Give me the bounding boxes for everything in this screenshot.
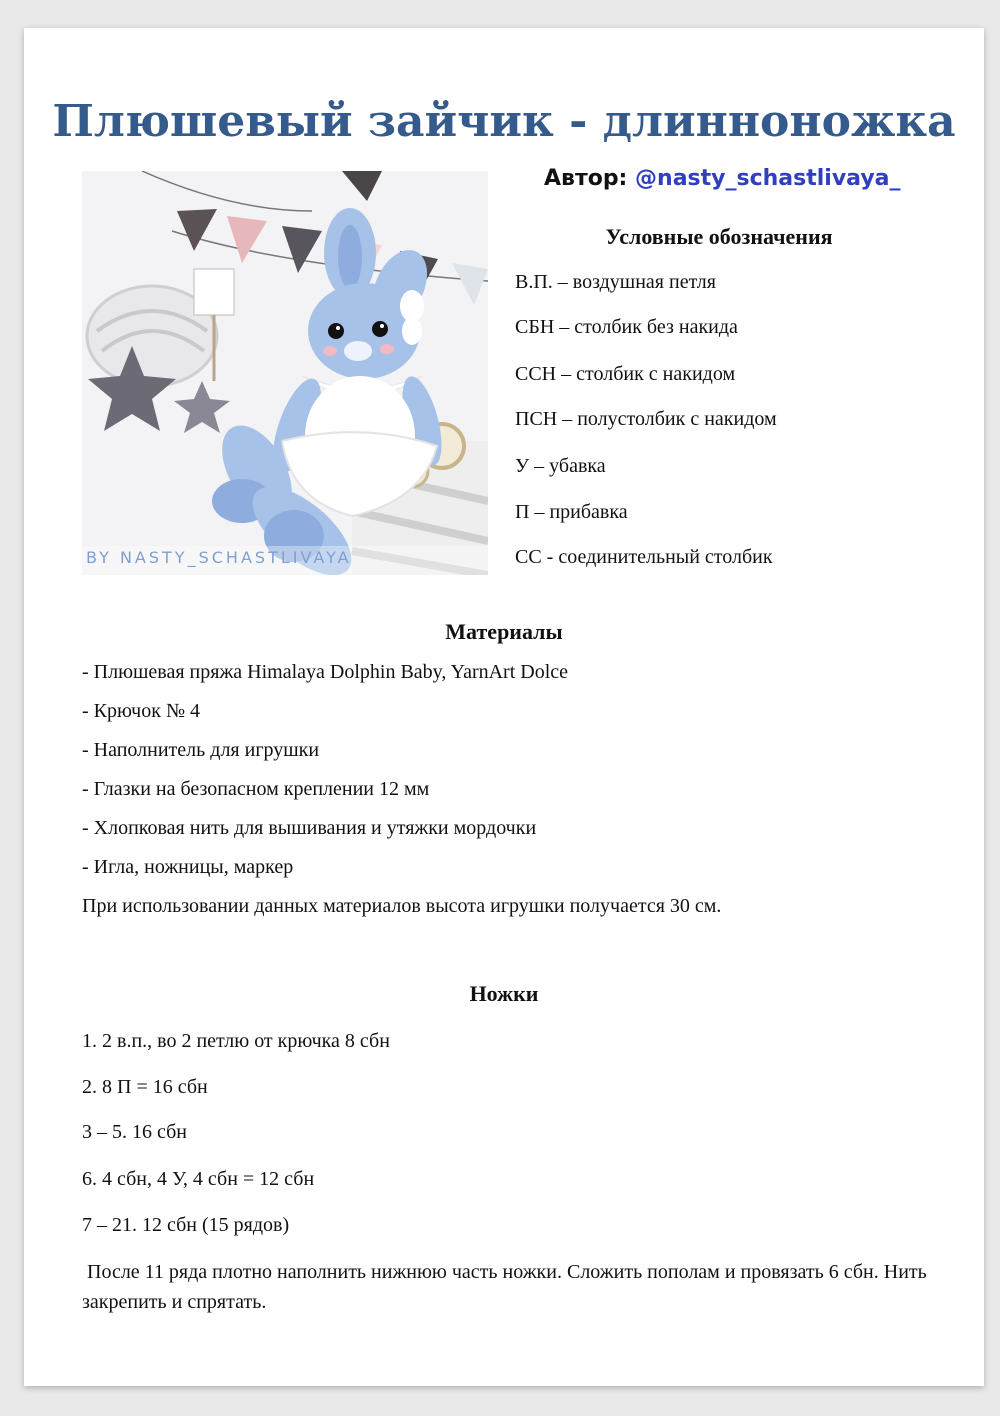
legs-row: 1. 2 в.п., во 2 петлю от крючка 8 сбн	[82, 1030, 390, 1052]
legend-item: СС - соединительный столбик	[515, 546, 773, 568]
materials-item: - Наполнитель для игрушки	[82, 739, 320, 761]
legs-note: После 11 ряда плотно наполнить нижнюю часть ножки. Сложить пополам и провязать 6 сбн. Нить закрепить и спрятать.	[82, 1261, 932, 1313]
author-line	[544, 166, 901, 191]
legs-title: Ножки	[469, 981, 539, 1006]
legend-item: В.П. – воздушная петля	[515, 271, 716, 293]
legend-title: Условные обозначения	[605, 224, 833, 249]
legs-row: 3 – 5. 16 сбн	[82, 1121, 187, 1143]
materials-title: Материалы	[445, 619, 563, 644]
photo-watermark: BY NASTY_SCHASTLIVAYA	[86, 548, 352, 567]
author-handle-link[interactable]: @nasty_schastlivaya_	[635, 166, 901, 191]
legs-row: 7 – 21. 12 сбн (15 рядов)	[82, 1214, 290, 1236]
legend-item: У – убавка	[515, 455, 606, 477]
author-label: Автор:	[544, 166, 628, 191]
legend-item: ПСН – полустолбик с накидом	[515, 408, 777, 430]
legend-item: СБН – столбик без накида	[515, 316, 738, 338]
materials-note: При использовании данных материалов высота игрушки получается 30 см.	[82, 895, 722, 917]
bunny-photo	[82, 171, 488, 575]
legs-row: 2. 8 П = 16 сбн	[82, 1076, 208, 1098]
document-page	[24, 28, 984, 1386]
legs-row: 6. 4 сбн, 4 У, 4 сбн = 12 сбн	[82, 1168, 315, 1190]
materials-item: - Крючок № 4	[82, 700, 201, 722]
page-title: Плюшевый зайчик - длинноножка	[52, 96, 956, 147]
materials-item: - Глазки на безопасном креплении 12 мм	[82, 778, 430, 800]
materials-item: - Игла, ножницы, маркер	[82, 856, 294, 878]
materials-item: - Плюшевая пряжа Himalaya Dolphin Baby, YarnArt Dolce	[82, 661, 569, 683]
materials-item: - Хлопковая нить для вышивания и утяжки мордочки	[82, 817, 537, 839]
legend-item: ССН – столбик с накидом	[515, 363, 736, 385]
legend-item: П – прибавка	[515, 501, 628, 523]
